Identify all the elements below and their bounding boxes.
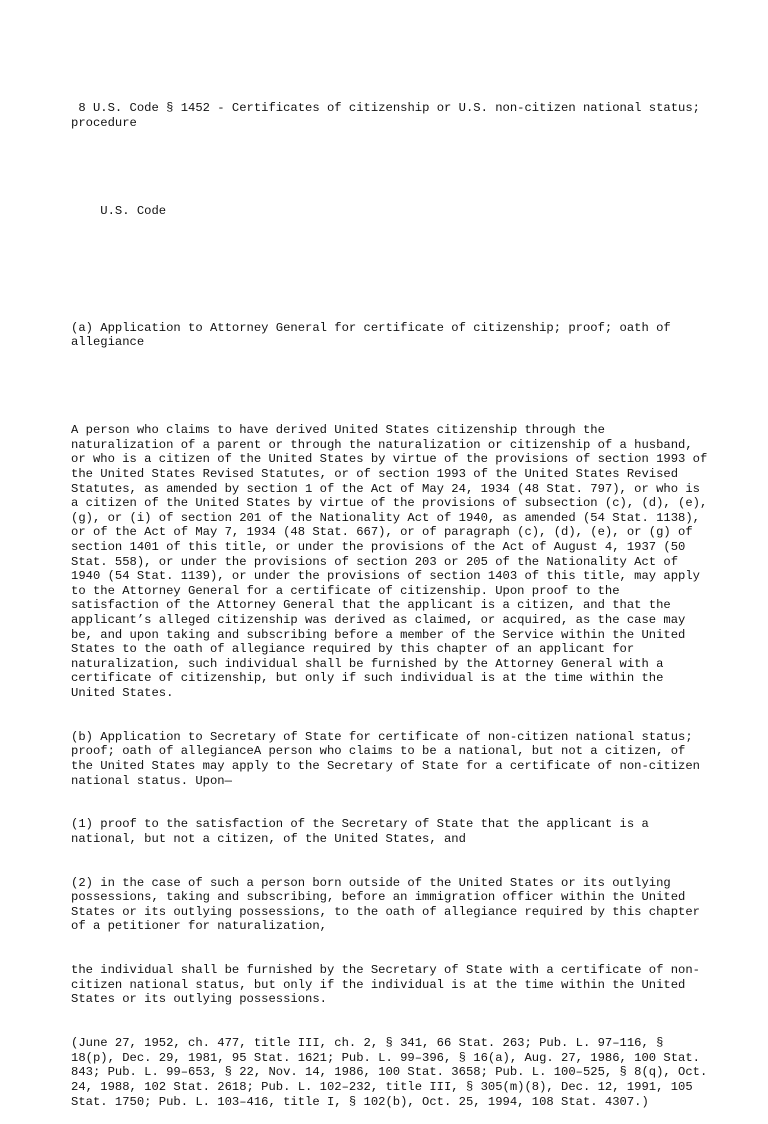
- document-page: [71, 72, 715, 1124]
- statutory-history: (June 27, 1952, ch. 477, title III, ch. 2, § 341, 66 Stat. 263; Pub. L. 97–116, § 18(p), Dec. 29, 1981, 95 Stat. 1621; Pub. L. 99–396, § 16(a), Aug. 27, 1986, 100 Stat. 843; Pub. L. 99–653, § 22, Nov. 14, 1986, 100 Stat. 3658; Pub. L. 100–525, § 8(q), Oct. 24, 1988, 102 Stat. 2618; Pub. L. 102–232, title III, § 305(m)(8), Dec. 12, 1991, 105 Stat. 1750; Pub. L. 103–416, title I, § 102(b), Oct. 25, 1994, 108 Stat. 4307.): [71, 1036, 715, 1109]
- section-b-paragraph: (b) Application to Secretary of State for certificate of non-citizen national status; proof; oath of allegianceA person who claims to be a national, but not a citizen, of the United States may apply to the Secretary of State for a certificate of non-citizen national status. Upon—: [71, 729, 708, 788]
- document-title: 8 U.S. Code § 1452 - Certificates of citizenship or U.S. non-citizen national status; procedure: [71, 101, 708, 130]
- document-subtitle: U.S. Code: [71, 203, 167, 218]
- section-a-body: A person who claims to have derived United States citizenship through the naturalization of a parent or through the naturalization or citizenship of a husband, or who is a citizen of the United States by virtue of the provisions of section 1993 of the United States Revised Statutes, or of section 1993 of the United States Revised Statutes, as amended by section 1 of the Act of May 24, 1934 (48 Stat. 797), or who is a citizen of the United States by virtue of the provisions of subsection (c), (d), (e), (g), or (i) of section 201 of the Nationality Act of 1940, as amended (54 Stat. 1138), or of the Act of May 7, 1934 (48 Stat. 667), or of paragraph (c), (d), (e), or (g) of section 1401 of this title, or under the provisions of the Act of August 4, 1937 (50 Stat. 558), or under the provisions of section 203 or 205 of the Nationality Act of 1940 (54 Stat. 1139), or under the provisions of section 1403 of this title, may apply to the Attorney General for a certificate of citizenship. Upon proof to the satisfaction of the Attorney General that the applicant is a citizen, and that the applicant’s alleged citizenship was derived as claimed, or acquired, as the case may be, and upon taking and subscribing before a member of the Service within the United States to the oath of allegiance required by this chapter of an applicant for naturalization, such individual shall be furnished by the Attorney General with a certificate of citizenship, but only if such individual is at the time within the United States.: [71, 423, 715, 700]
- section-b-item-2: (2) in the case of such a person born outside of the United States or its outlying possessions, taking and subscribing, before an immigration officer within the United States or its outlying possessions, to the oath of allegiance required by this chapter of a petitioner for naturalization,: [71, 875, 708, 934]
- section-b-item-1: (1) proof to the satisfaction of the Secretary of State that the applicant is a national, but not a citizen, of the United States, and: [71, 817, 657, 846]
- section-b-closing: the individual shall be furnished by the Secretary of State with a certificate of non-citizen national status, but only if the individual is at the time within the United States or its outlying possessions.: [71, 963, 700, 1007]
- section-a-heading: (a) Application to Attorney General for certificate of citizenship; proof; oath of allegiance: [71, 320, 679, 350]
